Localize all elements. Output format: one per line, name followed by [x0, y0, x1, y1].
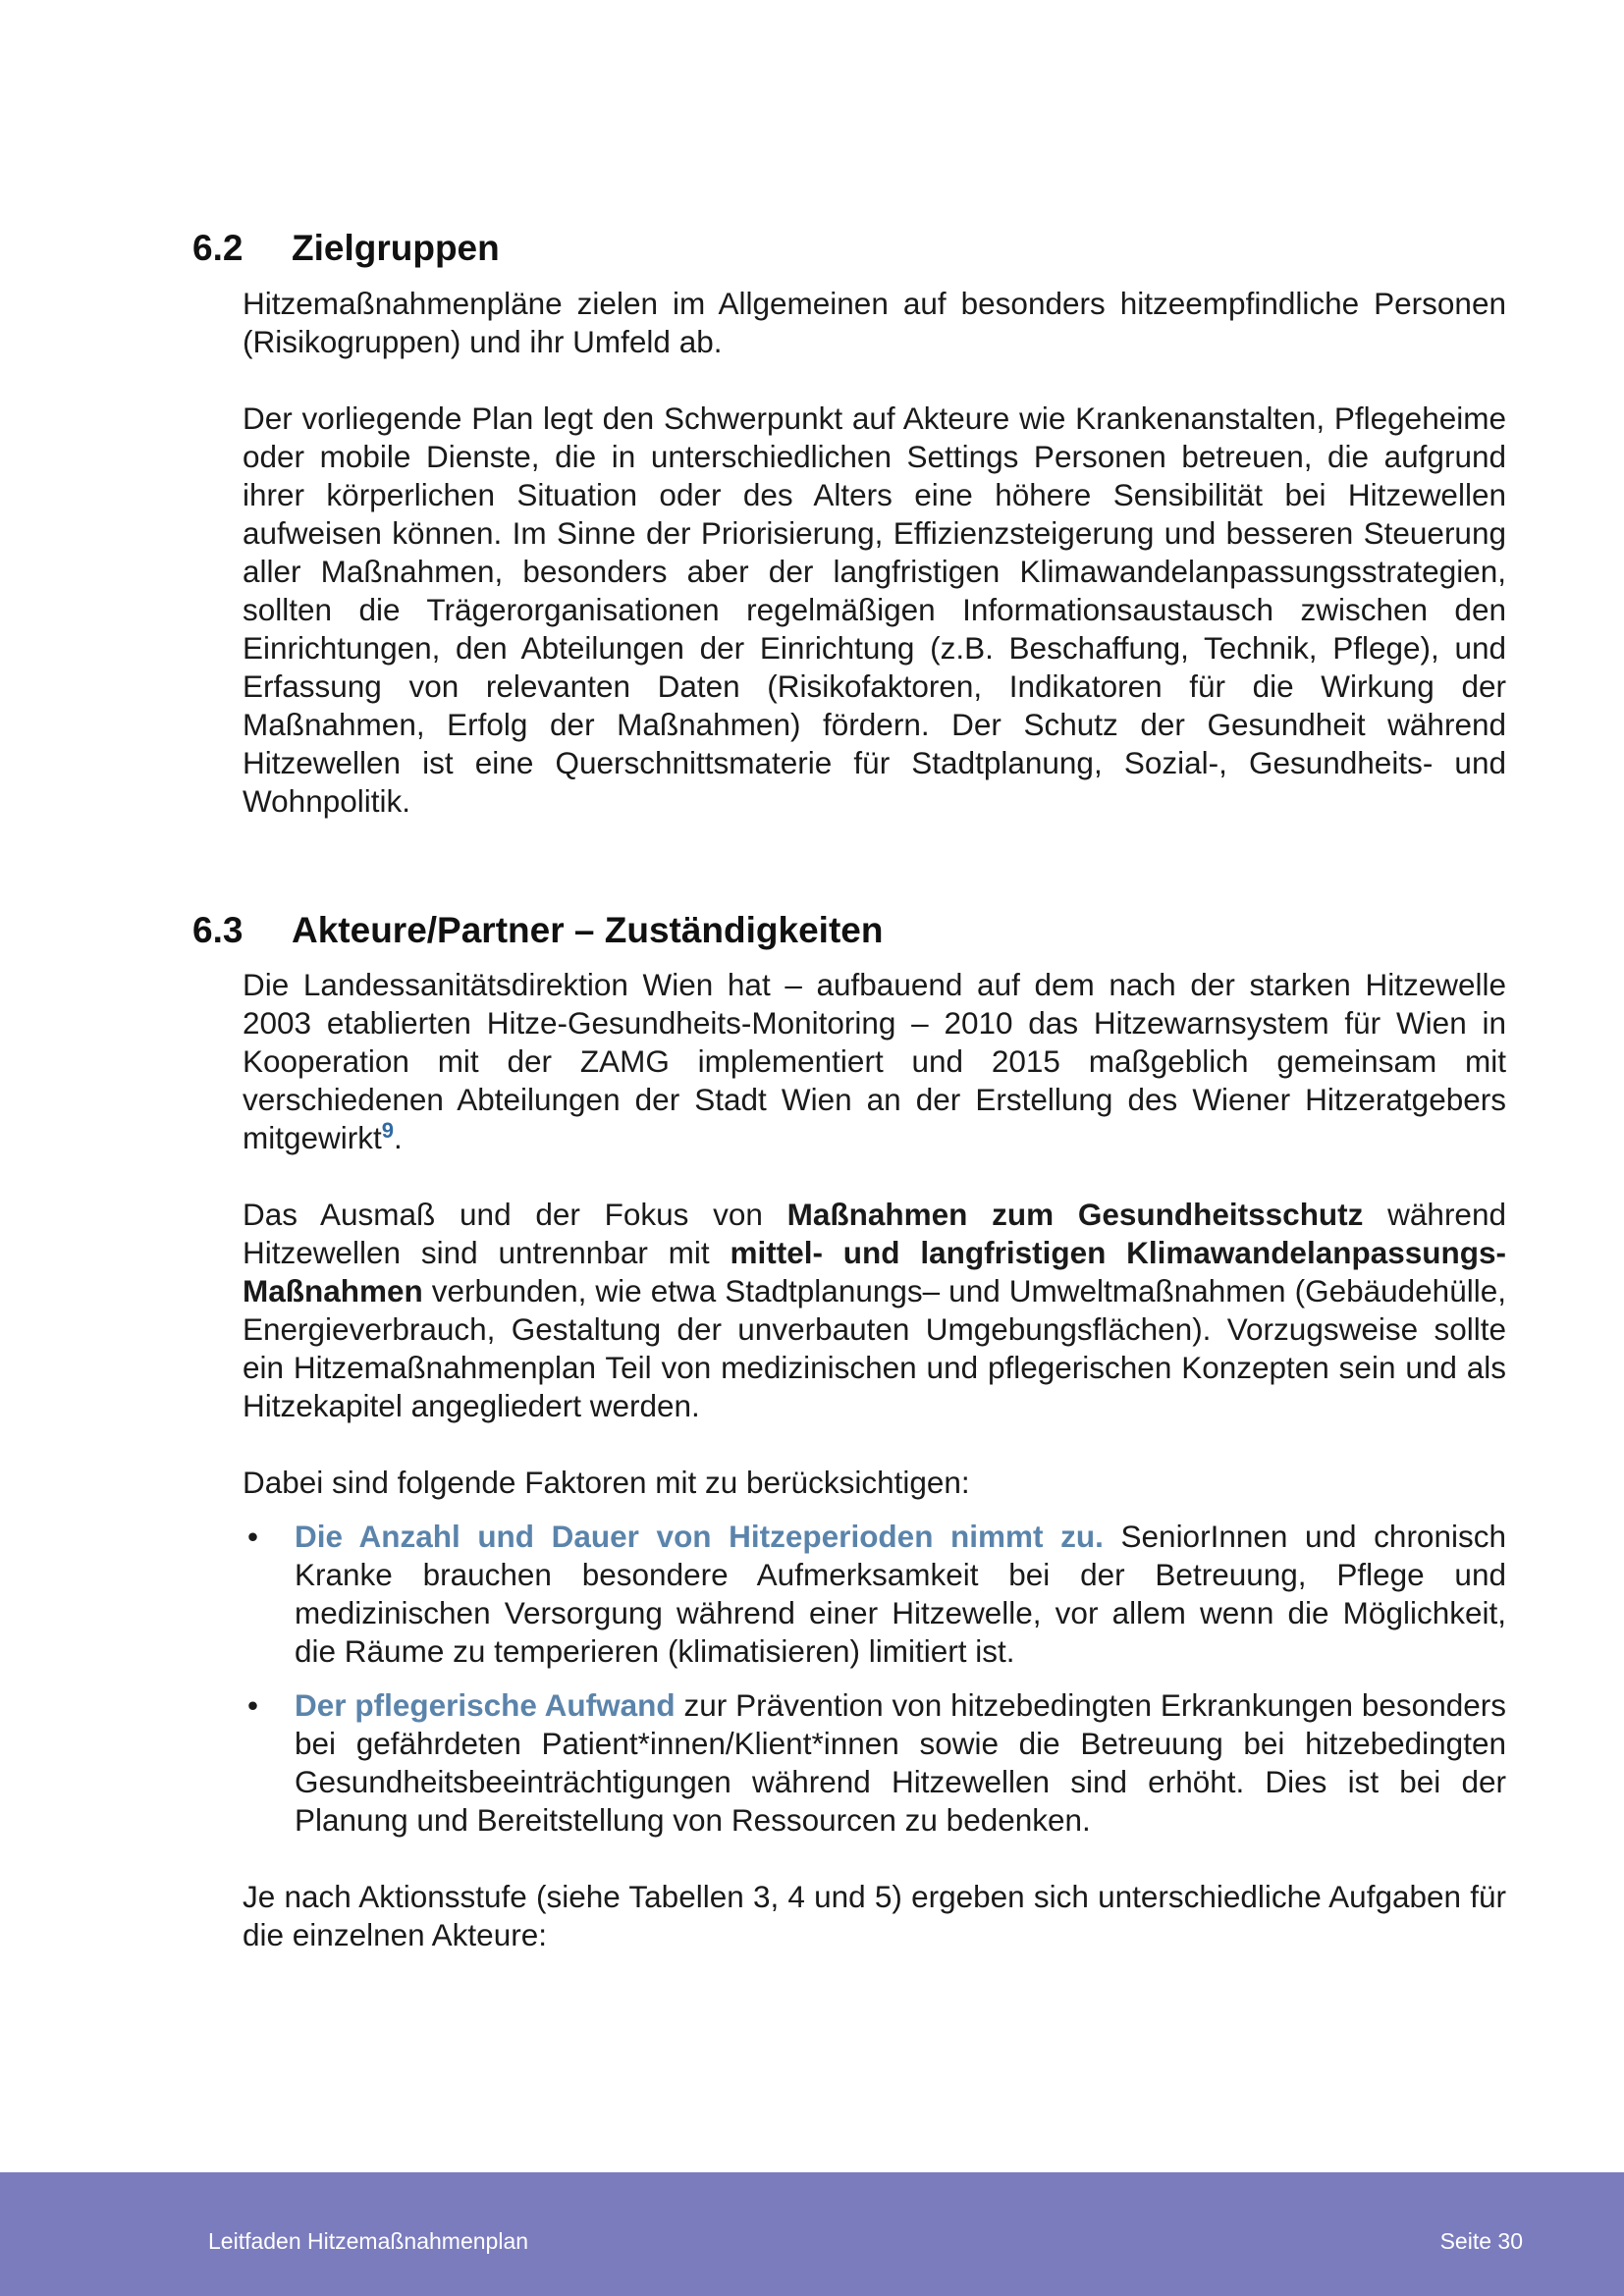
- text-run: verbunden, wie etwa Stadtplanungs– und Umweltmaßnahmen (Gebäudehülle, Energieverbrauch, Gestaltung der unverbauten Umgebungsflächen). Vorzugsweise sollte ein Hitzemaßnahmenplan Teil von medizinischen und pflegerischen Konzepten sein und als Hitzekapitel angegliedert werden.: [243, 1273, 1506, 1423]
- footnote-reference[interactable]: 9: [381, 1118, 395, 1143]
- bullet-list: [243, 1518, 1506, 1840]
- bold-text: Maßnahmen zum Gesundheitsschutz: [786, 1197, 1364, 1232]
- list-item-text: zur Prävention von hitzebedingten Erkrankungen besonders bei gefährdeten Patient*innen/Klient*innen sowie die Betreuung bei hitzebedingten Gesundheitsbeeinträchtigungen während Hitzewellen sind erhöht. Dies ist bei der Planung und Bereitstellung von Ressourcen zu bedenken.: [295, 1687, 1506, 1838]
- paragraph: Der vorliegende Plan legt den Schwerpunkt auf Akteure wie Krankenanstalten, Pflegeheime oder mobile Dienste, die in unterschiedlichen Settings Personen betreuen, die aufgrund ihrer körperlichen Situation oder des Alters eine höhere Sensibilität bei Hitzewellen aufweisen können. Im Sinne der Priorisierung, Effizienzsteigerung und besseren Steuerung aller Maßnahmen, besonders aber der langfristigen Klimawandelanpassungsstrategien, sollten die Trägerorganisationen regelmäßigen Informationsaustausch zwischen den Einrichtungen, den Abteilungen der Einrichtung (z.B. Beschaffung, Technik, Pflege), und Erfassung von relevanten Daten (Risikofaktoren, Indikatoren für die Wirkung der Maßnahmen, Erfolg der Maßnahmen) fördern. Der Schutz der Gesundheit während Hitzewellen ist eine Querschnittsmaterie für Stadtplanung, Sozial-, Gesundheits- und Wohnpolitik.: [243, 400, 1506, 819]
- section-heading-6-2: [192, 227, 500, 270]
- section-number: 6.2: [192, 228, 244, 268]
- bullet-icon: •: [247, 1519, 259, 1554]
- section-6-3-body: [243, 966, 1506, 1954]
- page-number: Seite 30: [1439, 2228, 1523, 2254]
- footer-title: Leitfaden Hitzemaßnahmenplan: [208, 2228, 529, 2254]
- paragraph: Je nach Aktionsstufe (siehe Tabellen 3, 4 und 5) ergeben sich unterschiedliche Aufgaben für die einzelnen Akteure:: [243, 1879, 1506, 1952]
- list-item-text: SeniorInnen und chronisch Kranke brauchen besondere Aufmerksamkeit bei der Betreuung, Pflege und medizinischen Versorgung während einer Hitzewelle, vor allem wenn die Möglichkeit, die Räume zu temperieren (klimatisieren) limitiert ist.: [295, 1519, 1506, 1669]
- paragraph-end: .: [394, 1120, 403, 1155]
- paragraph: [243, 1196, 1506, 1425]
- highlight-text: Der pflegerische Aufwand: [295, 1687, 676, 1723]
- section-6-2-body: [243, 285, 1506, 821]
- section-title: Akteure/Partner – Zuständigkeiten: [292, 910, 884, 950]
- highlight-text: Die Anzahl und Dauer von Hitzeperioden nimmt zu.: [295, 1519, 1104, 1554]
- paragraph: Hitzemaßnahmenpläne zielen im Allgemeinen auf besonders hitzeempfindliche Personen (Risikogruppen) und ihr Umfeld ab.: [243, 286, 1506, 359]
- paragraph: Dabei sind folgende Faktoren mit zu berücksichtigen:: [243, 1465, 970, 1500]
- text-run: Das Ausmaß und der Fokus von: [243, 1197, 787, 1232]
- text-run: während Hitzewellen sind untrennbar mit: [243, 1197, 1506, 1270]
- bullet-icon: •: [247, 1687, 259, 1723]
- page-footer: [0, 2172, 1624, 2296]
- section-heading-6-3: [192, 909, 883, 952]
- paragraph: [243, 966, 1506, 1157]
- list-item: [243, 1686, 1506, 1840]
- section-title: Zielgruppen: [292, 228, 500, 268]
- bold-text: mittel- und langfristigen Klimawandelanpassungs-Maßnahmen: [243, 1235, 1506, 1308]
- list-item: [243, 1518, 1506, 1671]
- section-number: 6.3: [192, 910, 244, 950]
- paragraph-text: Die Landessanitätsdirektion Wien hat – aufbauend auf dem nach der starken Hitzewelle 2003 etablierten Hitze-Gesundheits-Monitoring – 2010 das Hitzewarnsystem für Wien in Kooperation mit der ZAMG implementiert und 2015 maßgeblich gemeinsam mit verschiedenen Abteilungen der Stadt Wien an der Erstellung des Wiener Hitzeratgebers mitgewirkt: [243, 967, 1506, 1155]
